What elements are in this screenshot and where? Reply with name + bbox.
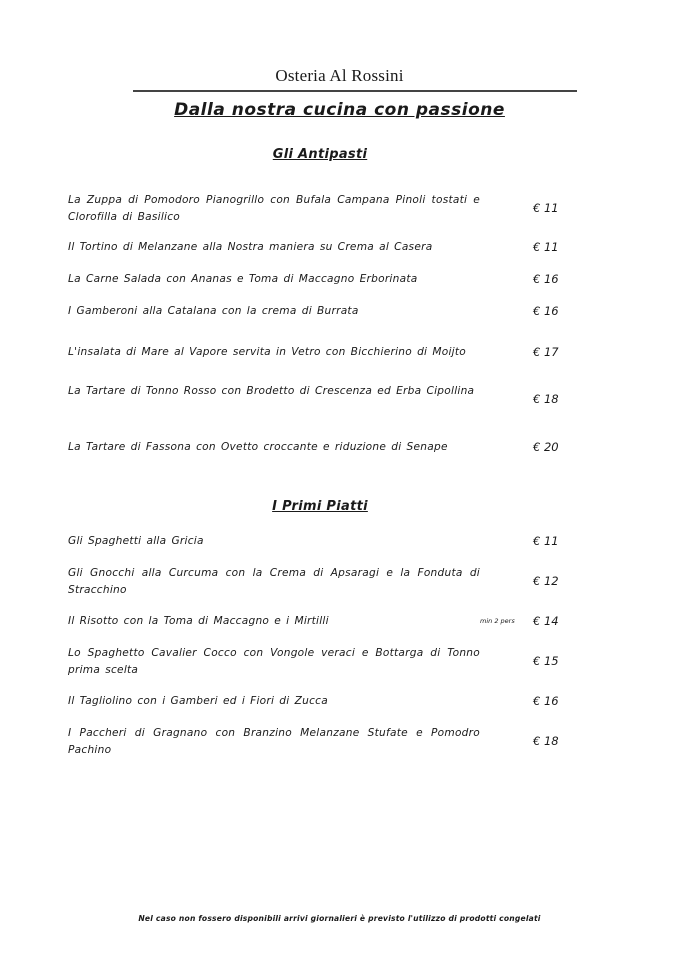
menu-item-note: min 2 pers [480, 617, 515, 625]
menu-item: Gli Gnocchi alla Curcuma con la Crema di Apsaragi e la Fonduta di Stracchino [68, 567, 480, 596]
menu-item-price: € 15 [533, 654, 559, 668]
menu-item: L'insalata di Mare al Vapore servita in Vetro con Bicchierino di Moijto [68, 346, 467, 358]
menu-item: Il Tagliolino con i Gamberi ed i Fiori di Zucca [68, 695, 328, 707]
menu-item: La Carne Salada con Ananas e Toma di Maccagno Erborinata [68, 273, 418, 285]
menu-item-price: € 16 [533, 694, 559, 708]
menu-item: Gli Spaghetti alla Gricia [68, 535, 204, 547]
menu-item-price: € 17 [533, 345, 559, 359]
menu-item: La Tartare di Fassona con Ovetto croccante e riduzione di Senape [68, 441, 448, 453]
menu-item-price: € 12 [533, 574, 559, 588]
section-title-antipasti: Gli Antipasti [272, 147, 368, 162]
menu-item: Lo Spaghetto Cavalier Cocco con Vongole veraci e Bottarga di Tonno prima scelta [68, 647, 480, 676]
menu-item: Il Tortino di Melanzane alla Nostra maniera su Crema al Casera [68, 241, 433, 253]
menu-item-price: € 18 [533, 392, 559, 406]
header-divider [133, 90, 577, 92]
menu-item: La Zuppa di Pomodoro Pianogrillo con Bufala Campana Pinoli tostati e Clorofilla di Basilico [68, 194, 480, 223]
section-title-primi-piatti: I Primi Piatti [272, 499, 368, 514]
menu-tagline: Dalla nostra cucina con passione [174, 100, 505, 120]
menu-item: La Tartare di Tonno Rosso con Brodetto di Crescenza ed Erba Cipollina [68, 385, 475, 397]
menu-item-price: € 11 [533, 534, 559, 548]
menu-item-price: € 16 [533, 272, 559, 286]
menu-item-price: € 11 [533, 201, 559, 215]
menu-item: Il Risotto con la Toma di Maccagno e i Mirtilli [68, 615, 329, 627]
menu-item: I Gamberoni alla Catalana con la crema di Burrata [68, 305, 359, 317]
restaurant-name: Osteria Al Rossini [275, 66, 404, 85]
menu-item-price: € 18 [533, 734, 559, 748]
menu-item-price: € 11 [533, 240, 559, 254]
menu-item-price: € 20 [533, 440, 559, 454]
frozen-products-notice: Nel caso non fossero disponibili arrivi giornalieri è previsto l'utilizzo di prodotti congelati [138, 914, 541, 923]
menu-item-price: € 14 [533, 614, 559, 628]
menu-item: I Paccheri di Gragnano con Branzino Melanzane Stufate e Pomodro Pachino [68, 727, 480, 756]
menu-item-price: € 16 [533, 304, 559, 318]
